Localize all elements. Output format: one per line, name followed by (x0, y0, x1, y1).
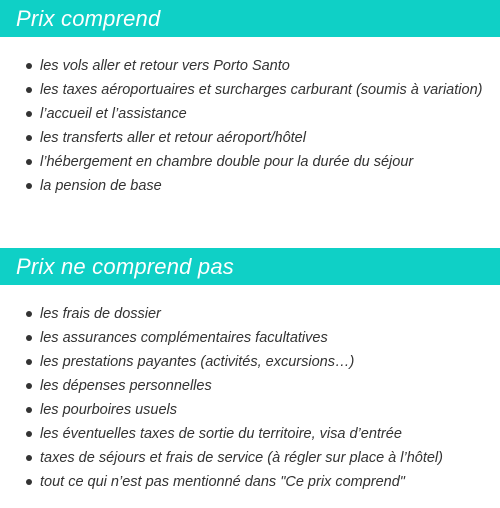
list-item-text: taxes de séjours et frais de service (à régler sur place à l’hôtel) (40, 450, 443, 466)
list-item (0, 326, 500, 350)
excluded-section-title: Prix ne comprend pas (16, 253, 234, 279)
list-item (0, 446, 500, 470)
bullet-icon (26, 63, 32, 69)
list-item-text: les pourboires usuels (40, 402, 178, 418)
section-spacer (0, 198, 500, 248)
list-item (0, 174, 500, 198)
bullet-icon (26, 87, 32, 93)
list-item (0, 78, 500, 102)
bullet-icon (26, 431, 32, 437)
bullet-icon (26, 455, 32, 461)
bullet-icon (26, 335, 32, 341)
list-item-text: la pension de base (40, 178, 162, 194)
bullet-icon (26, 135, 32, 141)
list-item-text: les frais de dossier (40, 306, 161, 322)
bullet-icon (26, 383, 32, 389)
list-item (0, 374, 500, 398)
list-item (0, 126, 500, 150)
list-item (0, 470, 500, 494)
list-item (0, 302, 500, 326)
list-item-text: l’accueil et l’assistance (40, 106, 187, 122)
list-item-text: les éventuelles taxes de sortie du territoire, visa d’entrée (40, 426, 402, 442)
list-item (0, 350, 500, 374)
included-list (0, 37, 500, 198)
excluded-section-header (0, 248, 500, 285)
list-item (0, 422, 500, 446)
bullet-icon (26, 359, 32, 365)
list-item (0, 54, 500, 78)
list-item (0, 398, 500, 422)
bullet-icon (26, 479, 32, 485)
list-item-text: les taxes aéroportuaires et surcharges carburant (soumis à variation) (40, 82, 483, 98)
bullet-icon (26, 407, 32, 413)
list-item-text: les vols aller et retour vers Porto Santo (40, 58, 290, 74)
list-item (0, 102, 500, 126)
list-item-text: tout ce qui n’est pas mentionné dans "Ce prix comprend" (40, 474, 405, 490)
list-item-text: les transferts aller et retour aéroport/hôtel (40, 130, 306, 146)
excluded-list (0, 285, 500, 494)
bullet-icon (26, 311, 32, 317)
list-item-text: les dépenses personnelles (40, 378, 212, 394)
list-item-text: l’hébergement en chambre double pour la durée du séjour (40, 154, 414, 170)
bullet-icon (26, 111, 32, 117)
list-item-text: les assurances complémentaires facultatives (40, 330, 328, 346)
bullet-icon (26, 159, 32, 165)
bullet-icon (26, 183, 32, 189)
list-item (0, 150, 500, 174)
included-section-title: Prix comprend (16, 5, 161, 31)
list-item-text: les prestations payantes (activités, excursions…) (40, 354, 355, 370)
included-section-header (0, 0, 500, 37)
